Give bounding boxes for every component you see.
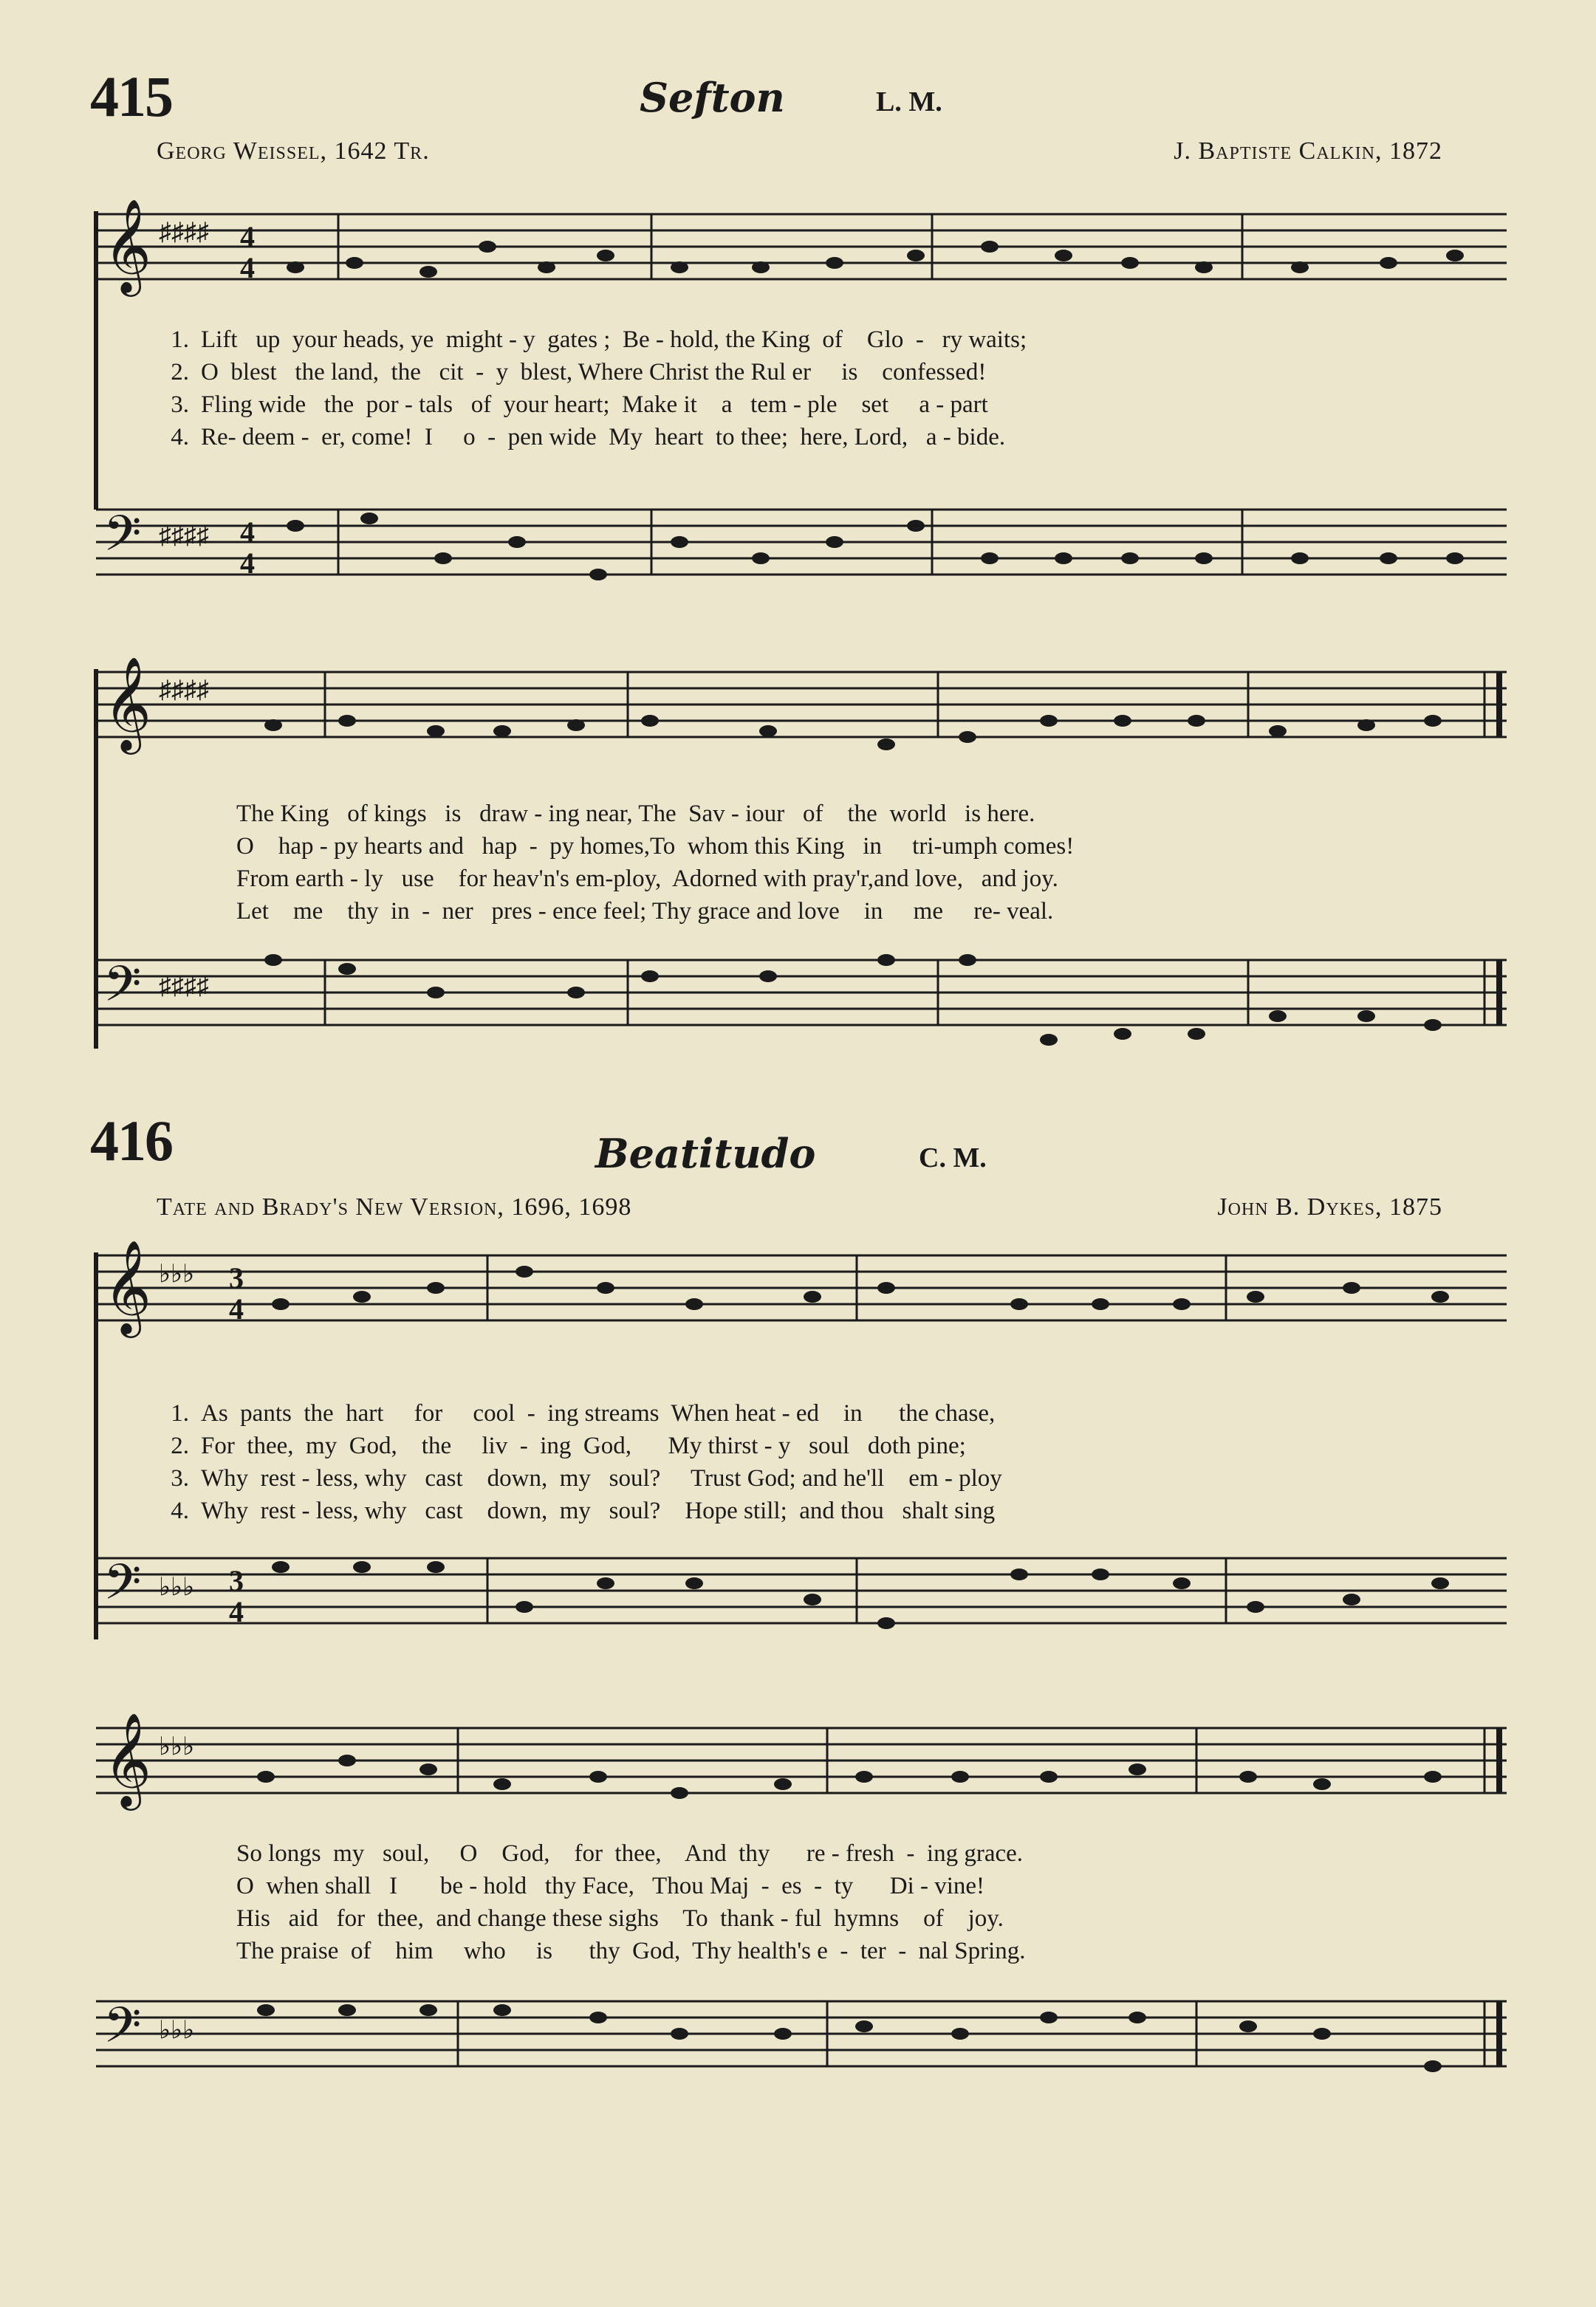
- hymn-number: 415: [90, 64, 172, 128]
- lyric-line: The King of kings is draw - ing near, The Sav - iour of the world is here.: [236, 801, 1035, 827]
- svg-text:4: 4: [240, 546, 255, 580]
- svg-text:𝄞: 𝄞: [103, 198, 152, 292]
- author-credit: Tate and Brady's New Version, 1696, 1698: [157, 1193, 632, 1221]
- author-credit: Georg Weissel, 1642 Tr.: [157, 137, 430, 165]
- lyric-line: 2. O blest the land, the cit - y blest, Where Christ the Rul er is confessed!: [171, 359, 987, 385]
- lyric-line: O hap - py hearts and hap - py homes,To whom this King in tri-umph comes!: [236, 833, 1075, 860]
- svg-text:♭♭♭: ♭♭♭: [159, 1574, 195, 1601]
- meter: L. M.: [876, 86, 942, 117]
- lyrics-416-system-1: [133, 1397, 1002, 1527]
- svg-text:♯♯♯♯: ♯♯♯♯: [159, 973, 209, 1000]
- svg-text:4: 4: [240, 220, 255, 253]
- bass-staff: [0, 1521, 1596, 1654]
- lyric-line: From earth - ly use for heav'n's em-ploy, Adorned with pray'r,and love, and joy.: [236, 865, 1058, 892]
- treble-staff: [0, 1226, 1596, 1374]
- lyric-line: 2. For thee, my God, the liv - ing God, My thirst - y soul doth pine;: [171, 1433, 966, 1459]
- treble-staff: [0, 635, 1596, 798]
- lyrics-415-system-2: [236, 798, 1074, 928]
- svg-text:4: 4: [240, 515, 255, 549]
- svg-text:𝄢: 𝄢: [103, 956, 142, 1024]
- lyric-line: 4. Why rest - less, why cast down, my soul? Hope still; and thou shalt sing: [171, 1498, 996, 1524]
- composer-credit: John B. Dykes, 1875: [1217, 1193, 1442, 1221]
- svg-text:♭♭♭: ♭♭♭: [159, 2017, 195, 2044]
- lyric-line: O when shall I be - hold thy Face, Thou Maj - es - ty Di - vine!: [236, 1873, 985, 1899]
- svg-text:4: 4: [229, 1595, 244, 1628]
- svg-text:♯♯♯♯: ♯♯♯♯: [159, 219, 209, 246]
- lyric-line: His aid for thee, and change these sighs To thank - ful hymns of joy.: [236, 1905, 1004, 1932]
- svg-text:3: 3: [229, 1261, 244, 1295]
- tune-name: Beatitudo: [595, 1130, 816, 1177]
- tune-name: Sefton: [640, 74, 785, 121]
- svg-text:𝄞: 𝄞: [103, 1239, 152, 1334]
- svg-text:𝄢: 𝄢: [103, 1554, 142, 1622]
- lyric-line: 3. Fling wide the por - tals of your heart; Make it a tem - ple set a - part: [171, 391, 988, 418]
- svg-text:𝄢: 𝄢: [103, 1997, 142, 2066]
- lyric-line: 1. Lift up your heads, ye might - y gates ; Be - hold, the King of Glo - ry waits;: [171, 326, 1027, 353]
- lyric-line: 4. Re- deem - er, come! I o - pen wide My heart to thee; here, Lord, a - bide.: [171, 424, 1006, 450]
- meter: C. M.: [919, 1142, 987, 1173]
- svg-text:♯♯♯♯: ♯♯♯♯: [159, 676, 209, 704]
- svg-text:♭♭♭: ♭♭♭: [159, 1261, 195, 1288]
- lyric-line: 1. As pants the hart for cool - ing streams When heat - ed in the chase,: [171, 1400, 996, 1427]
- bass-staff: [0, 473, 1596, 606]
- treble-staff: [0, 185, 1596, 340]
- composer-credit: J. Baptiste Calkin, 1872: [1174, 137, 1442, 165]
- svg-text:𝄞: 𝄞: [103, 656, 152, 750]
- lyrics-415-system-1: [133, 323, 1027, 453]
- svg-text:𝄞: 𝄞: [103, 1712, 152, 1806]
- svg-text:𝄢: 𝄢: [103, 505, 142, 574]
- bass-staff: [0, 930, 1596, 1063]
- svg-text:4: 4: [229, 1292, 244, 1326]
- hymn-number: 416: [90, 1108, 172, 1173]
- lyric-line: Let me thy in - ner pres - ence feel; Thy grace and love in me re- veal.: [236, 898, 1054, 925]
- svg-text:4: 4: [240, 251, 255, 284]
- lyric-line: So longs my soul, O God, for thee, And thy re - fresh - ing grace.: [236, 1840, 1024, 1867]
- bass-staff: [0, 1964, 1596, 2112]
- svg-text:3: 3: [229, 1564, 244, 1597]
- treble-staff: [0, 1698, 1596, 1846]
- lyric-line: The praise of him who is thy God, Thy health's e - ter - nal Spring.: [236, 1938, 1026, 1964]
- svg-text:♭♭♭: ♭♭♭: [159, 1733, 195, 1761]
- lyric-line: 3. Why rest - less, why cast down, my soul? Trust God; and he'll em - ploy: [171, 1465, 1002, 1492]
- svg-text:♯♯♯♯: ♯♯♯♯: [159, 522, 209, 549]
- lyrics-416-system-2: [236, 1837, 1026, 1967]
